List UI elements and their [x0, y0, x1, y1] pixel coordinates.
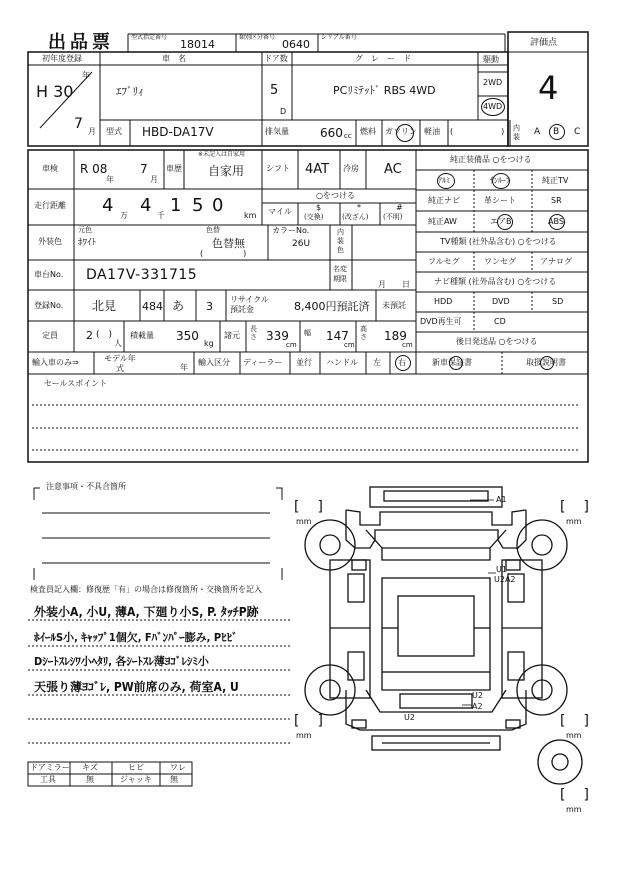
equip-tv: 純正TV: [542, 176, 569, 185]
note-line-1: 外装小A, 小U, 薄A, 下廻り小S, P. ﾀｯﾁP跡: [34, 605, 259, 619]
doors-label: ドア数: [264, 54, 288, 63]
inspection-month-unit: 月: [150, 175, 158, 184]
bracket-front-left: [ ]: [294, 499, 325, 515]
repaint-value: 色替無: [212, 237, 245, 250]
navi-sd: SD: [552, 297, 564, 306]
fuel-light: 軽油: [424, 127, 440, 136]
name-change-month-unit: 月: [378, 280, 386, 289]
recycle-unpaid: 未預託: [382, 301, 406, 310]
chassis-value: DA17V-331715: [86, 267, 198, 283]
mileage-digit-5: 0: [212, 195, 224, 216]
equip-abs: ABS: [548, 217, 564, 226]
mm-spare: mm: [566, 805, 582, 814]
tv-oneseg: ワンセグ: [484, 257, 516, 266]
bracket-front-right: [ ]: [560, 499, 591, 515]
height-unit: cm: [402, 341, 413, 349]
right-circle: [395, 355, 411, 371]
reg-area: 北見: [92, 299, 117, 313]
orig-color-value: ﾎﾜｲﾄ: [78, 238, 97, 248]
first-reg-year: H 30: [36, 82, 74, 101]
import-label: 輸入車のみ⇒: [32, 358, 79, 367]
notes-label: 注意事項・不具合箇所: [46, 482, 126, 491]
later-warranty-circle: [449, 356, 463, 370]
car-name-value: ｴﾌﾞﾘｨ: [116, 85, 144, 98]
circle-note: ○をつける: [316, 191, 355, 200]
load-unit: kg: [204, 339, 214, 348]
equip-sunroof-circle: [492, 173, 510, 189]
mileage-sen-unit: 千: [157, 211, 165, 220]
crack-header: ヒビ: [128, 763, 144, 772]
load-value: 350: [176, 329, 199, 343]
mirror-header: ドアミラー: [30, 763, 70, 772]
shift-label: シフト: [266, 164, 290, 173]
capacity-paren: ( ): [96, 330, 113, 340]
grade-label: グ レ ー ド: [355, 54, 411, 63]
star-label: *: [357, 203, 361, 212]
bracket-spare: [ ]: [560, 787, 591, 803]
diagram-label-u1: U1: [496, 565, 507, 574]
dollar-sub: (交換): [304, 213, 324, 221]
inspection-value: R 08: [80, 162, 108, 176]
tv-title: TV種類 (社外品含む) ○をつける: [440, 237, 557, 246]
mileage-man-unit: 万: [120, 211, 128, 220]
grade-value: PCﾘﾐﾃｯﾄﾞ RBS 4WD: [333, 84, 436, 97]
equip-sr: SR: [551, 196, 562, 205]
category-no-value: 0640: [282, 38, 310, 51]
navi-title: ナビ種類 (社外品含む) ○をつける: [434, 277, 557, 286]
orig-color-label: 元色: [78, 226, 92, 234]
diagram-label-a2: A2: [472, 702, 483, 711]
later-title: 後日発送品 ○をつける: [456, 337, 538, 346]
parallel-label: 並行: [296, 358, 312, 367]
history-note: ※未記入は自家用: [198, 151, 246, 158]
type-no-value: 18014: [180, 38, 215, 51]
left-label: 左: [373, 358, 381, 367]
equip-airbag-circle: [497, 214, 513, 230]
break-header: ワレ: [170, 763, 186, 772]
height-label: 高さ: [360, 325, 367, 341]
drive-2wd: 2WD: [483, 78, 503, 87]
history-value: 自家用: [208, 164, 245, 178]
equip-navi: 純正ナビ: [428, 196, 460, 205]
repaint-paren: ( ): [200, 249, 247, 258]
tv-analog: アナログ: [540, 257, 572, 266]
note-line-3: Dｼｰﾄｽﾚｼﾜ小ﾍﾀﾘ, 各ｼｰﾄｽﾚ薄ﾖｺﾞﾚｼﾐ小: [34, 655, 209, 668]
displacement-value: 660: [320, 126, 343, 140]
interior-color-label: 内装色: [337, 228, 344, 254]
grade-score-label: 評価点: [530, 38, 558, 48]
width-unit: cm: [344, 341, 355, 349]
reg-label: 登録No.: [34, 301, 64, 310]
fuel-gas: ガソリン: [385, 127, 417, 136]
drive-4wd: 4WD: [483, 102, 503, 111]
mm-rear-left: mm: [296, 731, 312, 740]
recycle-amount: 8,400円預託済: [294, 300, 370, 313]
drive-4wd-circle: [481, 98, 505, 116]
mileage-digit-3: 1: [170, 195, 182, 216]
model-year-unit: 年: [180, 363, 188, 372]
inspection-label: 車検: [42, 164, 58, 173]
later-warranty: 新車保証書: [432, 358, 472, 367]
model-value: HBD-DA17V: [142, 125, 214, 139]
equip-sunroof: ｻﾝﾙｰﾌ: [490, 176, 510, 185]
right-label: 右: [398, 358, 406, 367]
serial-label: シリアル番号: [321, 34, 357, 41]
bracket-rear-left: [ ]: [294, 713, 325, 729]
shift-value: 4AT: [305, 162, 330, 177]
fuel-gas-circle: [396, 124, 414, 142]
equip-aw: 純正AW: [428, 217, 457, 226]
hash-sub: (不明): [383, 213, 403, 221]
car-diagram: [305, 487, 582, 784]
car-name-label: 車 名: [162, 54, 186, 63]
mm-rear-right: mm: [566, 731, 582, 740]
navi-dvd: DVD: [492, 297, 510, 306]
first-reg-month: 7: [74, 116, 83, 132]
later-manual: 取扱説明書: [526, 358, 566, 367]
dealer-label: ディーラー: [243, 358, 283, 367]
color-no-label: カラーNo.: [272, 226, 310, 235]
name-change-label: 名変期限: [333, 265, 347, 283]
mile-label: マイル: [268, 207, 292, 216]
grade-score-value: 4: [538, 69, 559, 107]
mileage-digit-2: 4: [140, 195, 152, 216]
jack-label: ジャッキ: [120, 775, 152, 784]
navi-hdd: HDD: [434, 297, 453, 306]
repaint-label: 色替: [206, 226, 220, 234]
first-reg-label: 初年度登録: [42, 54, 82, 63]
form-title: 出品票: [48, 32, 114, 53]
color-label: 外装色: [38, 237, 62, 246]
later-manual-circle: [540, 356, 554, 370]
navi-cd: CD: [494, 317, 506, 326]
capacity-value: 2: [86, 329, 93, 342]
capacity-label: 定員: [42, 331, 58, 340]
scratch-header: キズ: [82, 763, 98, 772]
handle-label: ハンドル: [326, 358, 358, 367]
diagram-label-u2-right: U2: [472, 691, 483, 700]
reg-kana: あ: [172, 299, 185, 313]
interior-grade-c: C: [574, 127, 581, 137]
load-label: 積載量: [130, 331, 154, 340]
month-unit: 月: [88, 127, 96, 136]
year-unit: 年: [82, 71, 90, 80]
mm-front-right: mm: [566, 517, 582, 526]
doors-value: 5: [270, 83, 279, 98]
length-value: 339: [266, 329, 289, 343]
mileage-km-unit: km: [244, 211, 257, 220]
mileage-digit-4: 5: [192, 195, 204, 216]
equip-alumi-circle: [437, 173, 455, 189]
color-no-value: 26U: [292, 239, 311, 249]
interior-grade-b-circle: [549, 124, 565, 140]
diagram-label-a1: A1: [496, 495, 507, 504]
diagram-label-u2-bottom: U2: [404, 713, 415, 722]
equip-airbag: エアB: [490, 217, 512, 226]
ac-value: AC: [384, 162, 402, 177]
fuel-paren: ( ): [450, 127, 505, 136]
type-no-label: 型式指定番号: [131, 34, 168, 41]
width-label: 幅: [304, 329, 311, 337]
category-no-label: 類別区分番号: [239, 34, 276, 41]
recycle-label: リサイクル預託金: [230, 295, 269, 314]
displacement-label: 排気量: [265, 127, 289, 136]
height-value: 189: [384, 329, 407, 343]
chassis-label: 車台No.: [34, 270, 64, 279]
inspector-note: 検査員記入欄：修復歴「有」の場合は修復箇所・交換箇所を記入: [30, 585, 262, 594]
equipment-title: 純正装備品 ○をつける: [450, 155, 532, 164]
name-change-day-unit: 日: [402, 280, 410, 289]
star-sub: (改ざん): [342, 213, 369, 221]
interior-grade-a: A: [534, 127, 541, 137]
interior-grade-b: B: [553, 127, 560, 137]
note-line-4: 天張り薄ﾖｺﾞﾚ, PW前席のみ, 荷室A, U: [34, 680, 239, 694]
doors-suffix: D: [280, 107, 287, 116]
width-value: 147: [326, 329, 349, 343]
bracket-rear-right: [ ]: [560, 713, 591, 729]
ac-label: 冷房: [343, 164, 359, 173]
length-label: 長さ: [250, 325, 257, 341]
cc-unit: cc: [344, 132, 352, 140]
reg-class: 484: [142, 300, 163, 313]
tv-fullseg: フルセグ: [428, 257, 460, 266]
jack-value: 無: [170, 775, 178, 784]
diagram-label-u2a2: U2A2: [494, 575, 516, 584]
tool-value: 無: [86, 775, 94, 784]
mm-front-left: mm: [296, 517, 312, 526]
import-class-label: 輸入区分: [198, 358, 230, 367]
fuel-label: 燃料: [360, 127, 376, 136]
drive-label: 駆動: [483, 55, 499, 64]
equip-alumi: ｱﾙﾐ: [438, 176, 450, 185]
model-label: 型式: [106, 127, 122, 136]
reg-num: 3: [206, 300, 213, 313]
sales-point-label: セールスポイント: [44, 379, 108, 388]
model-year-label: モデル年式: [104, 354, 136, 373]
hash-label: #: [396, 203, 403, 212]
dims-label: 諸元: [224, 331, 240, 340]
mileage-label: 走行距離: [34, 201, 66, 210]
tool-label: 工具: [40, 775, 56, 784]
note-line-2: ﾎｲｰﾙS小, ｷｬｯﾌﾟ1個欠, Fﾊﾞﾝﾊﾟｰ膨み, Pﾋﾋﾞ: [34, 631, 238, 644]
equip-leather: 革シート: [484, 196, 516, 205]
equip-abs-circle: [549, 214, 565, 230]
mileage-digit-1: 4: [102, 195, 114, 216]
inspection-year-unit: 年: [106, 175, 114, 184]
history-label: 車歴: [166, 164, 182, 173]
dollar-label: $: [316, 203, 322, 212]
inspection-month: 7: [140, 162, 148, 176]
length-unit: cm: [286, 341, 297, 349]
interior-label: 内装: [513, 124, 520, 141]
capacity-unit: 人: [114, 339, 122, 348]
navi-dvd-play: DVD再生可: [420, 317, 462, 326]
